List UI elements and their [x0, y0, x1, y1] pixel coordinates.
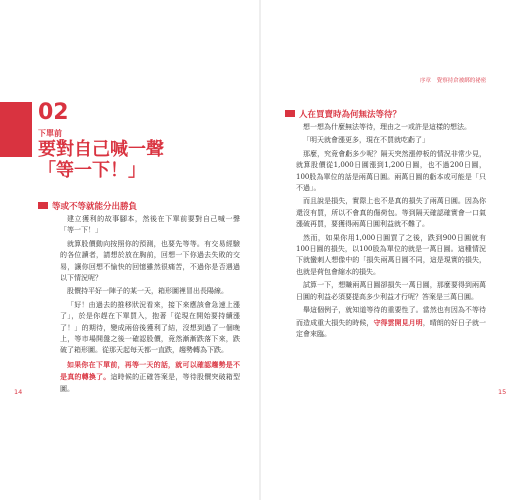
right-quote: 「明天就會漲更多，現在不買就吃虧了」 — [303, 136, 429, 145]
page-number-right: 15 — [498, 388, 507, 396]
chapter-color-block — [0, 102, 32, 157]
section-marker — [285, 110, 295, 117]
page-gutter — [259, 0, 261, 500]
right-paragraph: 試算一下，想賺兩萬日圓卻損失一萬日圓，那麼要得到兩萬日圓的利益必須要提高多少利益才行呢？答案是三萬日圓。 — [296, 281, 486, 301]
left-paragraph: 「好！由過去的推移狀況看來，接下來應該會急速上漲了」，於是你趕在下單買入，抱著「從現在開始要持續漲了！」的期待，變成兩倍後獲利了結，沒想到過了一個晚上，等市場開盤之後一確認股價，竟然漸漸跌落下來，跌破了箱形圖。從那天起每天都一直跌，趨勢轉為下跌。 — [60, 300, 240, 355]
right-paragraph: 而且說是損失，實際上也不是真的損失了兩萬日圓。因為你還沒有買，所以不會真的傷荷包。等到隔天確認確實會一口氣漲破再買，要獲得兩萬日圓利益就不難了。 — [296, 197, 486, 229]
left-paragraph-last — [60, 359, 240, 395]
right-paragraph-last — [296, 305, 486, 340]
right-paragraph: 想一想為什麼無法等待，理由之一或許是這樣的想法。 — [303, 123, 471, 131]
right-paragraph: 那麼，究竟會虧多少呢？隔天突然漲停板的情況非常少見，就算股價從1,000日圓漲到1,200日圓，也不過200日圓，100股為單位的話是兩萬日圓。兩萬日圓的虧本或可能是「只不過」。 — [296, 149, 486, 193]
chapter-kicker: 下單前 — [38, 129, 62, 138]
left-paragraph-tail: 這時候的正確答案是，等待股價突破箱型圖。 — [60, 373, 241, 393]
chapter-title — [38, 139, 164, 181]
right-section-heading-text: 人在買賣時為何無法等待？ — [299, 110, 402, 120]
page-number-left: 14 — [14, 388, 23, 396]
running-header-part: 序章 — [420, 78, 432, 84]
left-paragraph: 就算股價動向按照你的預測，也要先等等。有交易經驗的各位讀者，請想於放在胸前，回想一下你過去失敗的交易，讓你回想不愉快的回憶雖然很痛苦，不過你是否遇過以下情況呢？ — [60, 239, 240, 283]
running-header — [420, 76, 490, 84]
chapter-number: 02 — [38, 100, 69, 125]
right-body-text — [296, 122, 486, 342]
left-body-text — [60, 214, 240, 397]
running-header-title: 覺察持倉被綁的祕密 — [436, 78, 487, 84]
section-marker — [38, 202, 48, 209]
right-paragraph-tail: ，晴朗的好日子就一定會來臨。 — [296, 318, 487, 338]
left-highlight-text: 如果你在下單前，再等一天的話，就可以確認趨勢是不是真的轉換了。 — [60, 359, 240, 382]
right-paragraph-text: 舉這個例子，就知道等待的重要性了。當然也有因為不等待而造成重大損失的時候， — [296, 306, 486, 327]
left-section-heading-text: 等或不等就能分出勝負 — [52, 202, 138, 212]
chapter-title-line-2: 「等一下！」 — [38, 160, 146, 181]
right-highlight-text: 守得雲開見月明 — [373, 317, 423, 327]
left-paragraph: 股價持平好一陣子的某一天，箱形圖裡冒出長陽線。 — [67, 287, 228, 296]
right-paragraph: 然而，如果你用1,000日圓買了之後，跌到900日圓就有100日圓的損失，以100股為單位的就是一萬日圓。這種情況下就蠻刺人想像中的「損失兩萬日圓不同，這是現實的損失，也就是荷包會縮水的損失。 — [296, 233, 486, 276]
left-paragraph: 建立獲利的故事腳本，然後在下單前要對自己喊一聲「等一下！」 — [60, 215, 240, 235]
chapter-title-line-1: 要對自己喊一聲 — [38, 139, 164, 160]
